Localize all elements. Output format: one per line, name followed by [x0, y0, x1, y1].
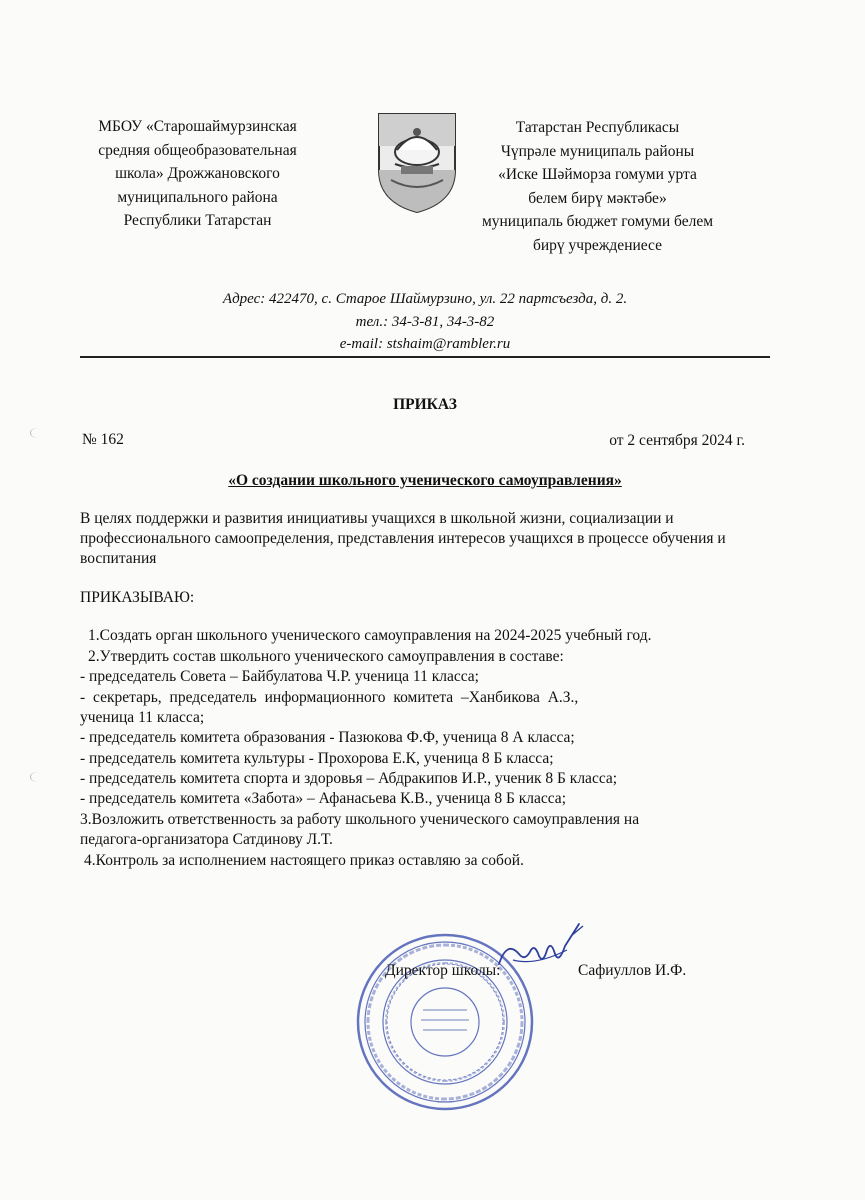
- order-item: - председатель комитета образования - Пазюкова Ф.Ф, ученица 8 А класса;: [80, 729, 575, 746]
- coat-of-arms-icon: [371, 110, 463, 216]
- order-item: - председатель Совета – Байбулатова Ч.Р. ученица 11 класса;: [80, 668, 479, 685]
- right-org-line: бирү учреждениесе: [532, 236, 662, 254]
- left-org-line: школа» Дрожжановского: [115, 165, 280, 182]
- order-number: № 162: [82, 431, 124, 448]
- right-org-line: муниципаль бюджет гомуми белем: [481, 213, 714, 230]
- order-item: педагога-организатора Сатдинову Л.Т.: [80, 831, 333, 848]
- order-subject-text: «О создании школьного ученического самоуправления»: [228, 472, 622, 489]
- order-title: ПРИКАЗ: [393, 396, 457, 413]
- order-item: - председатель комитета «Забота» – Афанасьева К.В., ученица 8 Б класса;: [80, 790, 566, 807]
- order-item: 4.Контроль за исполнением настоящего приказ оставляю за собой.: [84, 852, 524, 869]
- address: Адрес: 422470, с. Старое Шаймурзино, ул. 22 партсъезда, д. 2.: [222, 291, 628, 307]
- order-item: 1.Создать орган школьного ученического самоуправления на 2024-2025 учебный год.: [88, 627, 652, 644]
- right-org-line: «Иске Шәйморза гомуми урта: [498, 166, 697, 183]
- email: e-mail: stshaim@rambler.ru: [339, 336, 511, 352]
- left-org-header: [70, 115, 325, 233]
- order-item: - секретарь, председатель информационного комитета –Ханбикова А.З.,: [80, 689, 579, 706]
- order-item: 2.Утвердить состав школьного ученического самоуправления в составе:: [88, 648, 564, 665]
- left-org-line: средняя общеобразовательная: [98, 141, 297, 159]
- punch-hole-mark: [30, 428, 45, 438]
- right-org-line: Чүпрәле муниципаль районы: [500, 142, 695, 160]
- right-org-line: Татарстан Республикасы: [515, 119, 680, 136]
- order-intro: В целях поддержки и развития инициативы учащихся в школьной жизни, социализации и профессионального самоопределения, представления интересов учащихся в процессе обучения и воспитания: [80, 510, 726, 567]
- signature-mark: [495, 920, 590, 980]
- header-divider: [80, 356, 770, 358]
- order-subject: [80, 472, 770, 490]
- order-item: - председатель комитета культуры - Прохорова Е.К, ученица 8 Б класса;: [80, 750, 554, 767]
- director-label: Директор школы:: [385, 962, 501, 979]
- right-org-header: [455, 116, 740, 257]
- left-org-line: Республики Татарстан: [123, 212, 272, 229]
- order-item: ученица 11 класса;: [80, 709, 205, 726]
- order-date: от 2 сентября 2024 г.: [609, 432, 745, 449]
- phone: тел.: 34-3-81, 34-3-82: [355, 314, 495, 330]
- order-item: - председатель комитета спорта и здоровья – Абдракипов И.Р., ученик 8 Б класса;: [80, 770, 618, 787]
- right-org-line: белем бирү мәктәбе»: [528, 189, 667, 207]
- director-name: Сафиуллов И.Ф.: [578, 962, 687, 979]
- decree-word: ПРИКАЗЫВАЮ:: [80, 589, 195, 606]
- order-item: 3.Возложить ответственность за работу школьного ученического самоуправления на: [80, 811, 640, 828]
- left-org-line: муниципального района: [117, 188, 278, 206]
- punch-hole-mark: [30, 772, 45, 782]
- left-org-line: МБОУ «Старошаймурзинская: [98, 118, 297, 135]
